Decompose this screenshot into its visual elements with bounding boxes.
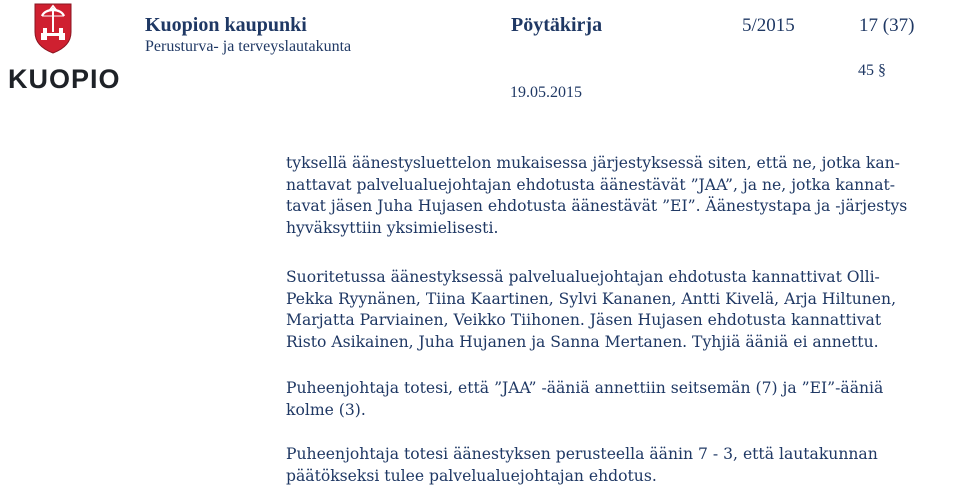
text-line: päätökseksi tulee palvelualuejohtajan ehdotus. — [286, 466, 657, 485]
text-line: Risto Asikainen, Juha Hujanen ja Sanna Mertanen. Tyhjiä ääniä ei annettu. — [286, 332, 879, 351]
text-line: tyksellä äänestysluettelon mukaisessa järjestyksessä siten, että ne, jotka kan- — [286, 154, 900, 172]
text-line: kolme (3). — [286, 400, 366, 419]
document-type: Pöytäkirja — [511, 14, 603, 36]
logo-wordmark: KUOPIO — [8, 64, 121, 94]
text-line: nattavat palvelualuejohtajan ehdotusta äänestävät ”JAA”, ja ne, jotka kannat- — [286, 175, 896, 194]
section-number: 45 § — [858, 62, 886, 79]
coat-of-arms-icon — [33, 2, 73, 54]
meeting-date: 19.05.2015 — [510, 84, 582, 101]
organization-name: Kuopion kaupunki — [145, 14, 307, 36]
paragraph-decision — [286, 444, 956, 487]
text-line: Pekka Ryynänen, Tiina Kaartinen, Sylvi Kananen, Antti Kivelä, Arja Hiltunen, — [286, 289, 897, 308]
text-line: tavat jäsen Juha Hujasen ehdotusta äänestävät ”EI”. Äänestystapa ja -järjestys — [286, 197, 908, 215]
kuopio-logo — [2, 2, 121, 98]
page-number: 17 (37) — [859, 15, 915, 36]
text-line: Marjatta Parviainen, Veikko Tiihonen. Jäsen Hujasen ehdotusta kannattivat — [286, 311, 882, 329]
paragraph-voting-procedure — [286, 153, 960, 239]
text-line: Puheenjohtaja totesi, että ”JAA” -ääniä annettiin seitsemän (7) ja ”EI”-ääniä — [286, 379, 884, 397]
paragraph-vote-result — [286, 267, 956, 353]
text-line: Puheenjohtaja totesi äänestyksen perusteella äänin 7 - 3, että lautakunnan — [286, 445, 878, 463]
paragraph-vote-count — [286, 378, 956, 421]
board-name: Perusturva- ja terveyslautakunta — [145, 38, 352, 55]
text-line: hyväksyttiin yksimielisesti. — [286, 218, 499, 237]
text-line: Suoritetussa äänestyksessä palvelualuejohtajan ehdotusta kannattivat Olli- — [286, 268, 880, 286]
document-number: 5/2015 — [742, 15, 795, 36]
